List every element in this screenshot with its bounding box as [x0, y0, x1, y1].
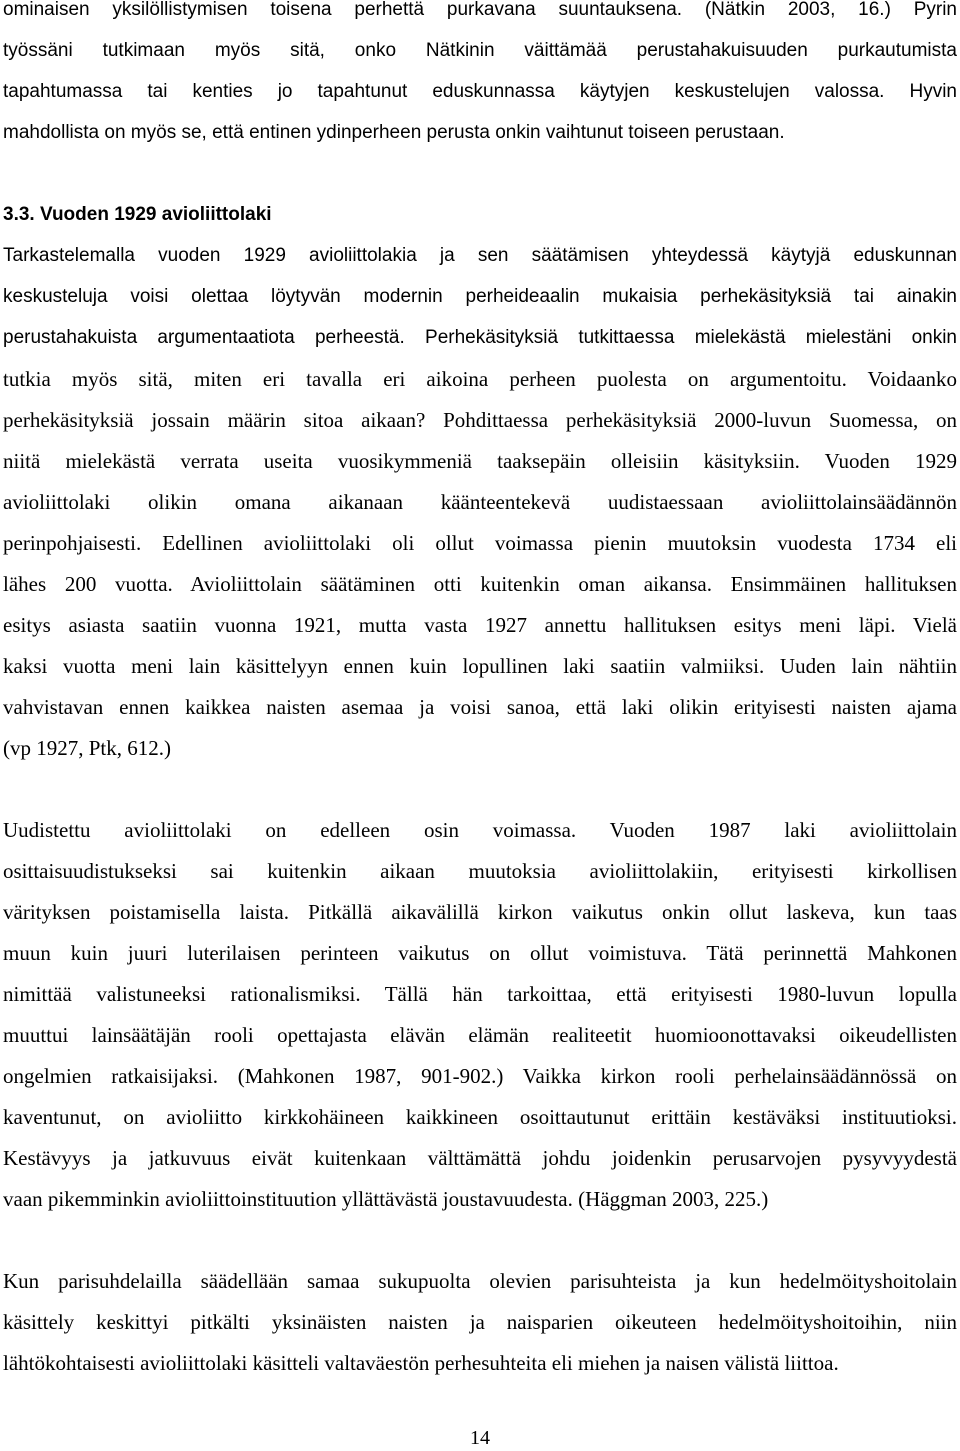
paragraph-line: tapahtumassa tai kenties jo tapahtunut eduskunnassa käytyjen keskustelujen valossa. Hyvin — [3, 81, 957, 102]
paragraph-line: nimittää valistuneeksi rationalismiksi. Tällä hän tarkoittaa, että erityisesti 1980-luvun lopulla — [3, 982, 957, 1006]
paragraph-line: mahdollista on myös se, että entinen ydinperheen perusta onkin vaihtunut toiseen perustaan. — [3, 122, 785, 143]
paragraph-line: perhekäsityksiä jossain määrin sitoa aikaan? Pohdittaessa perhekäsityksiä 2000-luvun Suomessa, on — [3, 408, 957, 432]
paragraph-line: muun kuin juuri luterilaisen perinteen vaikutus on ollut voimistuva. Tätä perinnettä Mahkonen — [3, 941, 957, 965]
page-number: 14 — [470, 1427, 490, 1449]
paragraph-line: niitä mielekästä verrata useita vuosikymmeniä taaksepäin olleisiin käsityksiin. Vuoden 1929 — [3, 449, 957, 473]
paragraph-line: kaksi vuotta meni lain käsittelyyn ennen kuin lopullinen laki saatiin valmiiksi. Uuden lain nähtiin — [3, 654, 957, 678]
paragraph-line: Uudistettu avioliittolaki on edelleen osin voimassa. Vuoden 1987 laki avioliittolain — [3, 818, 957, 842]
paragraph-line: Tarkastelemalla vuoden 1929 avioliittolakia ja sen säätämisen yhteydessä käytyjä eduskunnan — [3, 245, 957, 266]
paragraph-line: ongelmien ratkaisijaksi. (Mahkonen 1987, 901-902.) Vaikka kirkon rooli perhelainsäädännössä on — [3, 1064, 957, 1088]
paragraph-line: vahvistavan ennen kaikkea naisten asemaa ja voisi sanoa, että laki olikin erityisesti naisten ajama — [3, 695, 957, 719]
paragraph-line: kaventunut, on avioliitto kirkkohäineen kaikkineen osoittautunut erittäin kestäväksi instituutioksi. — [3, 1105, 957, 1129]
paragraph-line: avioliittolaki olikin omana aikanaan käänteentekevä uudistaessaan avioliittolainsäädännön — [3, 490, 957, 514]
paragraph-line: ominaisen yksilöllistymisen toisena perhettä purkavana suuntauksena. (Nätkin 2003, 16.) Pyrin — [3, 0, 957, 20]
paragraph-line: tutkia myös sitä, miten eri tavalla eri aikoina perheen puolesta on argumentoitu. Voidaanko — [3, 367, 957, 391]
paragraph-line: Kun parisuhdelailla säädellään samaa sukupuolta olevien parisuhteista ja kun hedelmöityshoitolain — [3, 1269, 957, 1293]
paragraph-line: perustahakuista argumentaatiota perheestä. Perhekäsityksiä tutkittaessa mielekästä mielestäni onkin — [3, 327, 957, 348]
paragraph-line: työssäni tutkimaan myös sitä, onko Nätkinin väittämää perustahakuisuuden purkautumista — [3, 40, 957, 61]
paragraph-line: esitys asiasta saatiin vuonna 1921, mutta vasta 1927 annettu hallituksen esitys meni läpi. Vielä — [3, 613, 957, 637]
section-heading: 3.3. Vuoden 1929 avioliittolaki — [3, 204, 272, 225]
paragraph-line: (vp 1927, Ptk, 612.) — [3, 736, 171, 760]
paragraph-line: lähtökohtaisesti avioliittolaki käsitteli valtaväestön perhesuhteita eli miehen ja naisen välistä liittoa. — [3, 1351, 839, 1375]
paragraph-line: muuttui lainsäätäjän rooli opettajasta elävän elämän realiteetit huomioonottavaksi oikeudellisten — [3, 1023, 957, 1047]
paragraph-line: lähes 200 vuotta. Avioliittolain säätäminen otti kuitenkin oman aikansa. Ensimmäinen hallituksen — [3, 572, 957, 596]
paragraph-line: Kestävyys ja jatkuvuus eivät kuitenkaan välttämättä johdu joidenkin perusarvojen pysyvyydestä — [3, 1146, 957, 1170]
paragraph-line: perinpohjaisesti. Edellinen avioliittolaki oli ollut voimassa pienin muutoksin vuodesta 1734 eli — [3, 531, 957, 555]
paragraph-line: osittaisuudistukseksi sai kuitenkin aikaan muutoksia avioliittolakiin, erityisesti kirkollisen — [3, 859, 957, 883]
paragraph-line: vaan pikemminkin avioliittoinstituution yllättävästä joustavuudesta. (Häggman 2003, 225.) — [3, 1187, 769, 1211]
paragraph-line: värityksen poistamisella laista. Pitkällä aikavälillä kirkon vaikutus onkin ollut laskeva, kun taas — [3, 900, 957, 924]
paragraph-line: keskusteluja voisi olettaa löytyvän modernin perheideaalin mukaisia perhekäsityksiä tai ainakin — [3, 286, 957, 307]
paragraph-line: käsittely keskittyi pitkälti yksinäisten naisten ja naisparien oikeuteen hedelmöityshoitoihin, niin — [3, 1310, 957, 1334]
